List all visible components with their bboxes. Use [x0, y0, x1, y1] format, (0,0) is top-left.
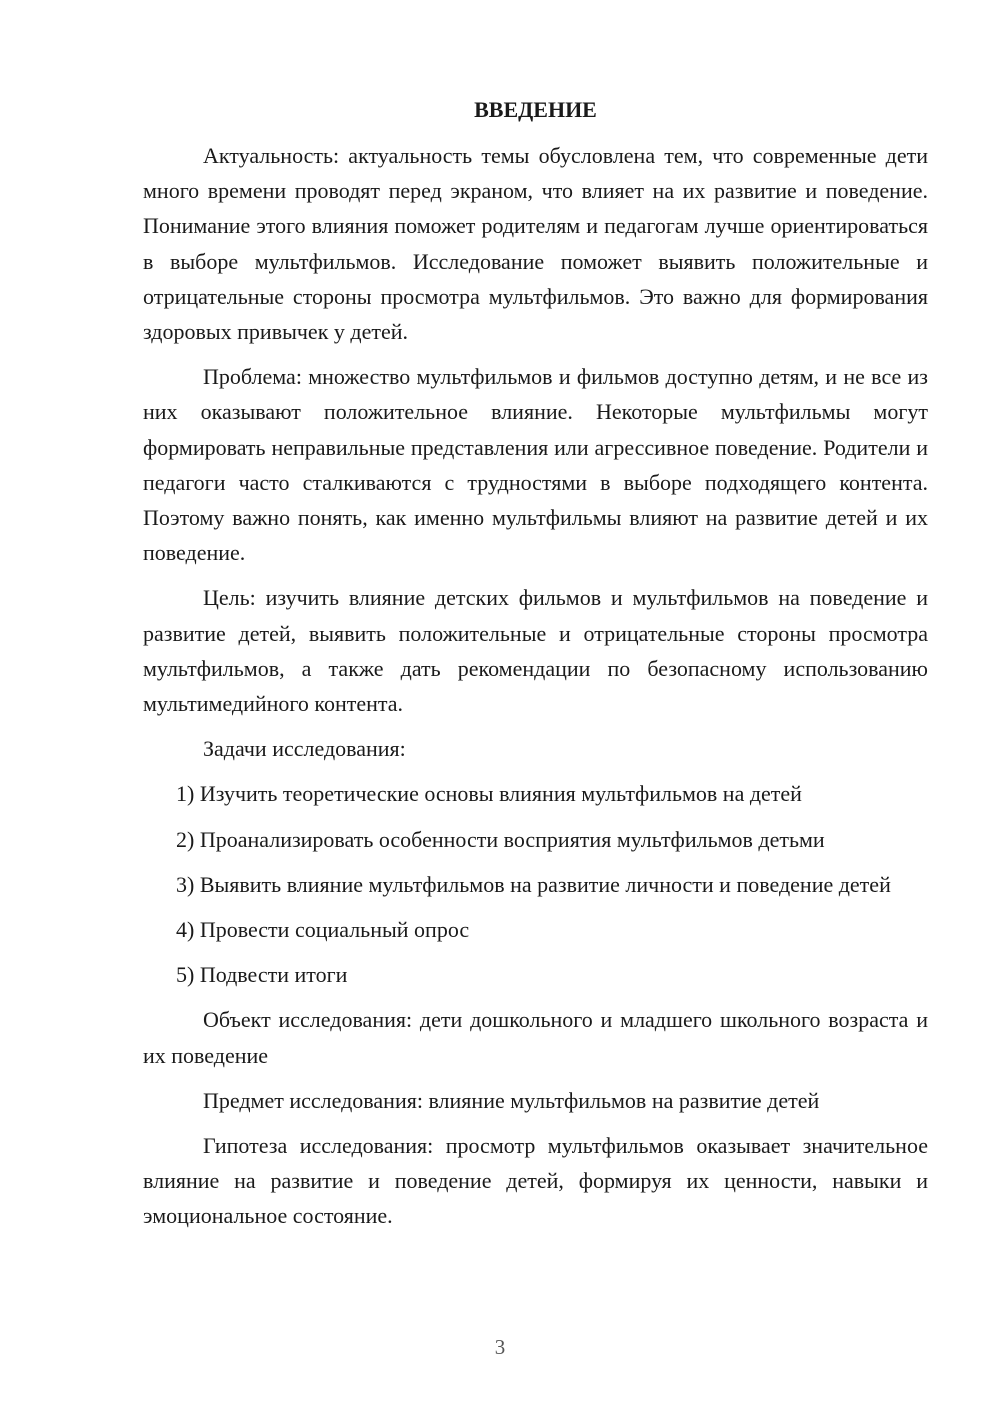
paragraph-problem: Проблема: множество мультфильмов и фильмов доступно детям, и не все из них оказывают положительное влияние. Некоторые мультфильмы могут формировать неправильные представления или агрессивное поведение. Родители и педагоги часто сталкиваются с трудностями в выборе подходящего контента. Поэтому важно понять, как именно мультфильмы влияют на развитие детей и их поведение. — [143, 364, 928, 566]
task-item-1: 1) Изучить теоретические основы влияния мультфильмов на детей — [176, 781, 802, 807]
task-item-4: 4) Провести социальный опрос — [176, 917, 470, 943]
paragraph-relevance: Актуальность: актуальность темы обусловлена тем, что современные дети много времени проводят перед экраном, что влияет на их развитие и поведение. Понимание этого влияния поможет родителям и педагогам лучше ориентироваться в выборе мультфильмов. Исследование поможет выявить положительные и отрицательные стороны просмотра мультфильмов. Это важно для формирования здоровых привычек у детей. — [143, 143, 928, 345]
paragraph-subject: Предмет исследования: влияние мультфильмов на развитие детей — [203, 1087, 820, 1113]
tasks-heading: Задачи исследования: — [203, 736, 406, 762]
paragraph-goal: Цель: изучить влияние детских фильмов и мультфильмов на поведение и развитие детей, выявить положительные и отрицательные стороны просмотра мультфильмов, а также дать рекомендации по безопасному использованию мультимедийного контента. — [143, 585, 928, 717]
page-content — [143, 96, 928, 1244]
paragraph-object: Объект исследования: дети дошкольного и младшего школьного возраста и их поведение — [143, 1007, 928, 1068]
task-item-2: 2) Проанализировать особенности восприятия мультфильмов детьми — [176, 826, 825, 852]
paragraph-hypothesis: Гипотеза исследования: просмотр мультфильмов оказывает значительное влияние на развитие и поведение детей, формируя их ценности, навыки и эмоциональное состояние. — [143, 1133, 928, 1229]
task-item-5: 5) Подвести итоги — [176, 962, 348, 988]
page-title: ВВЕДЕНИЕ — [474, 97, 597, 122]
page-number: 3 — [494, 1335, 506, 1359]
task-item-3: 3) Выявить влияние мультфильмов на развитие личности и поведение детей — [176, 871, 891, 897]
